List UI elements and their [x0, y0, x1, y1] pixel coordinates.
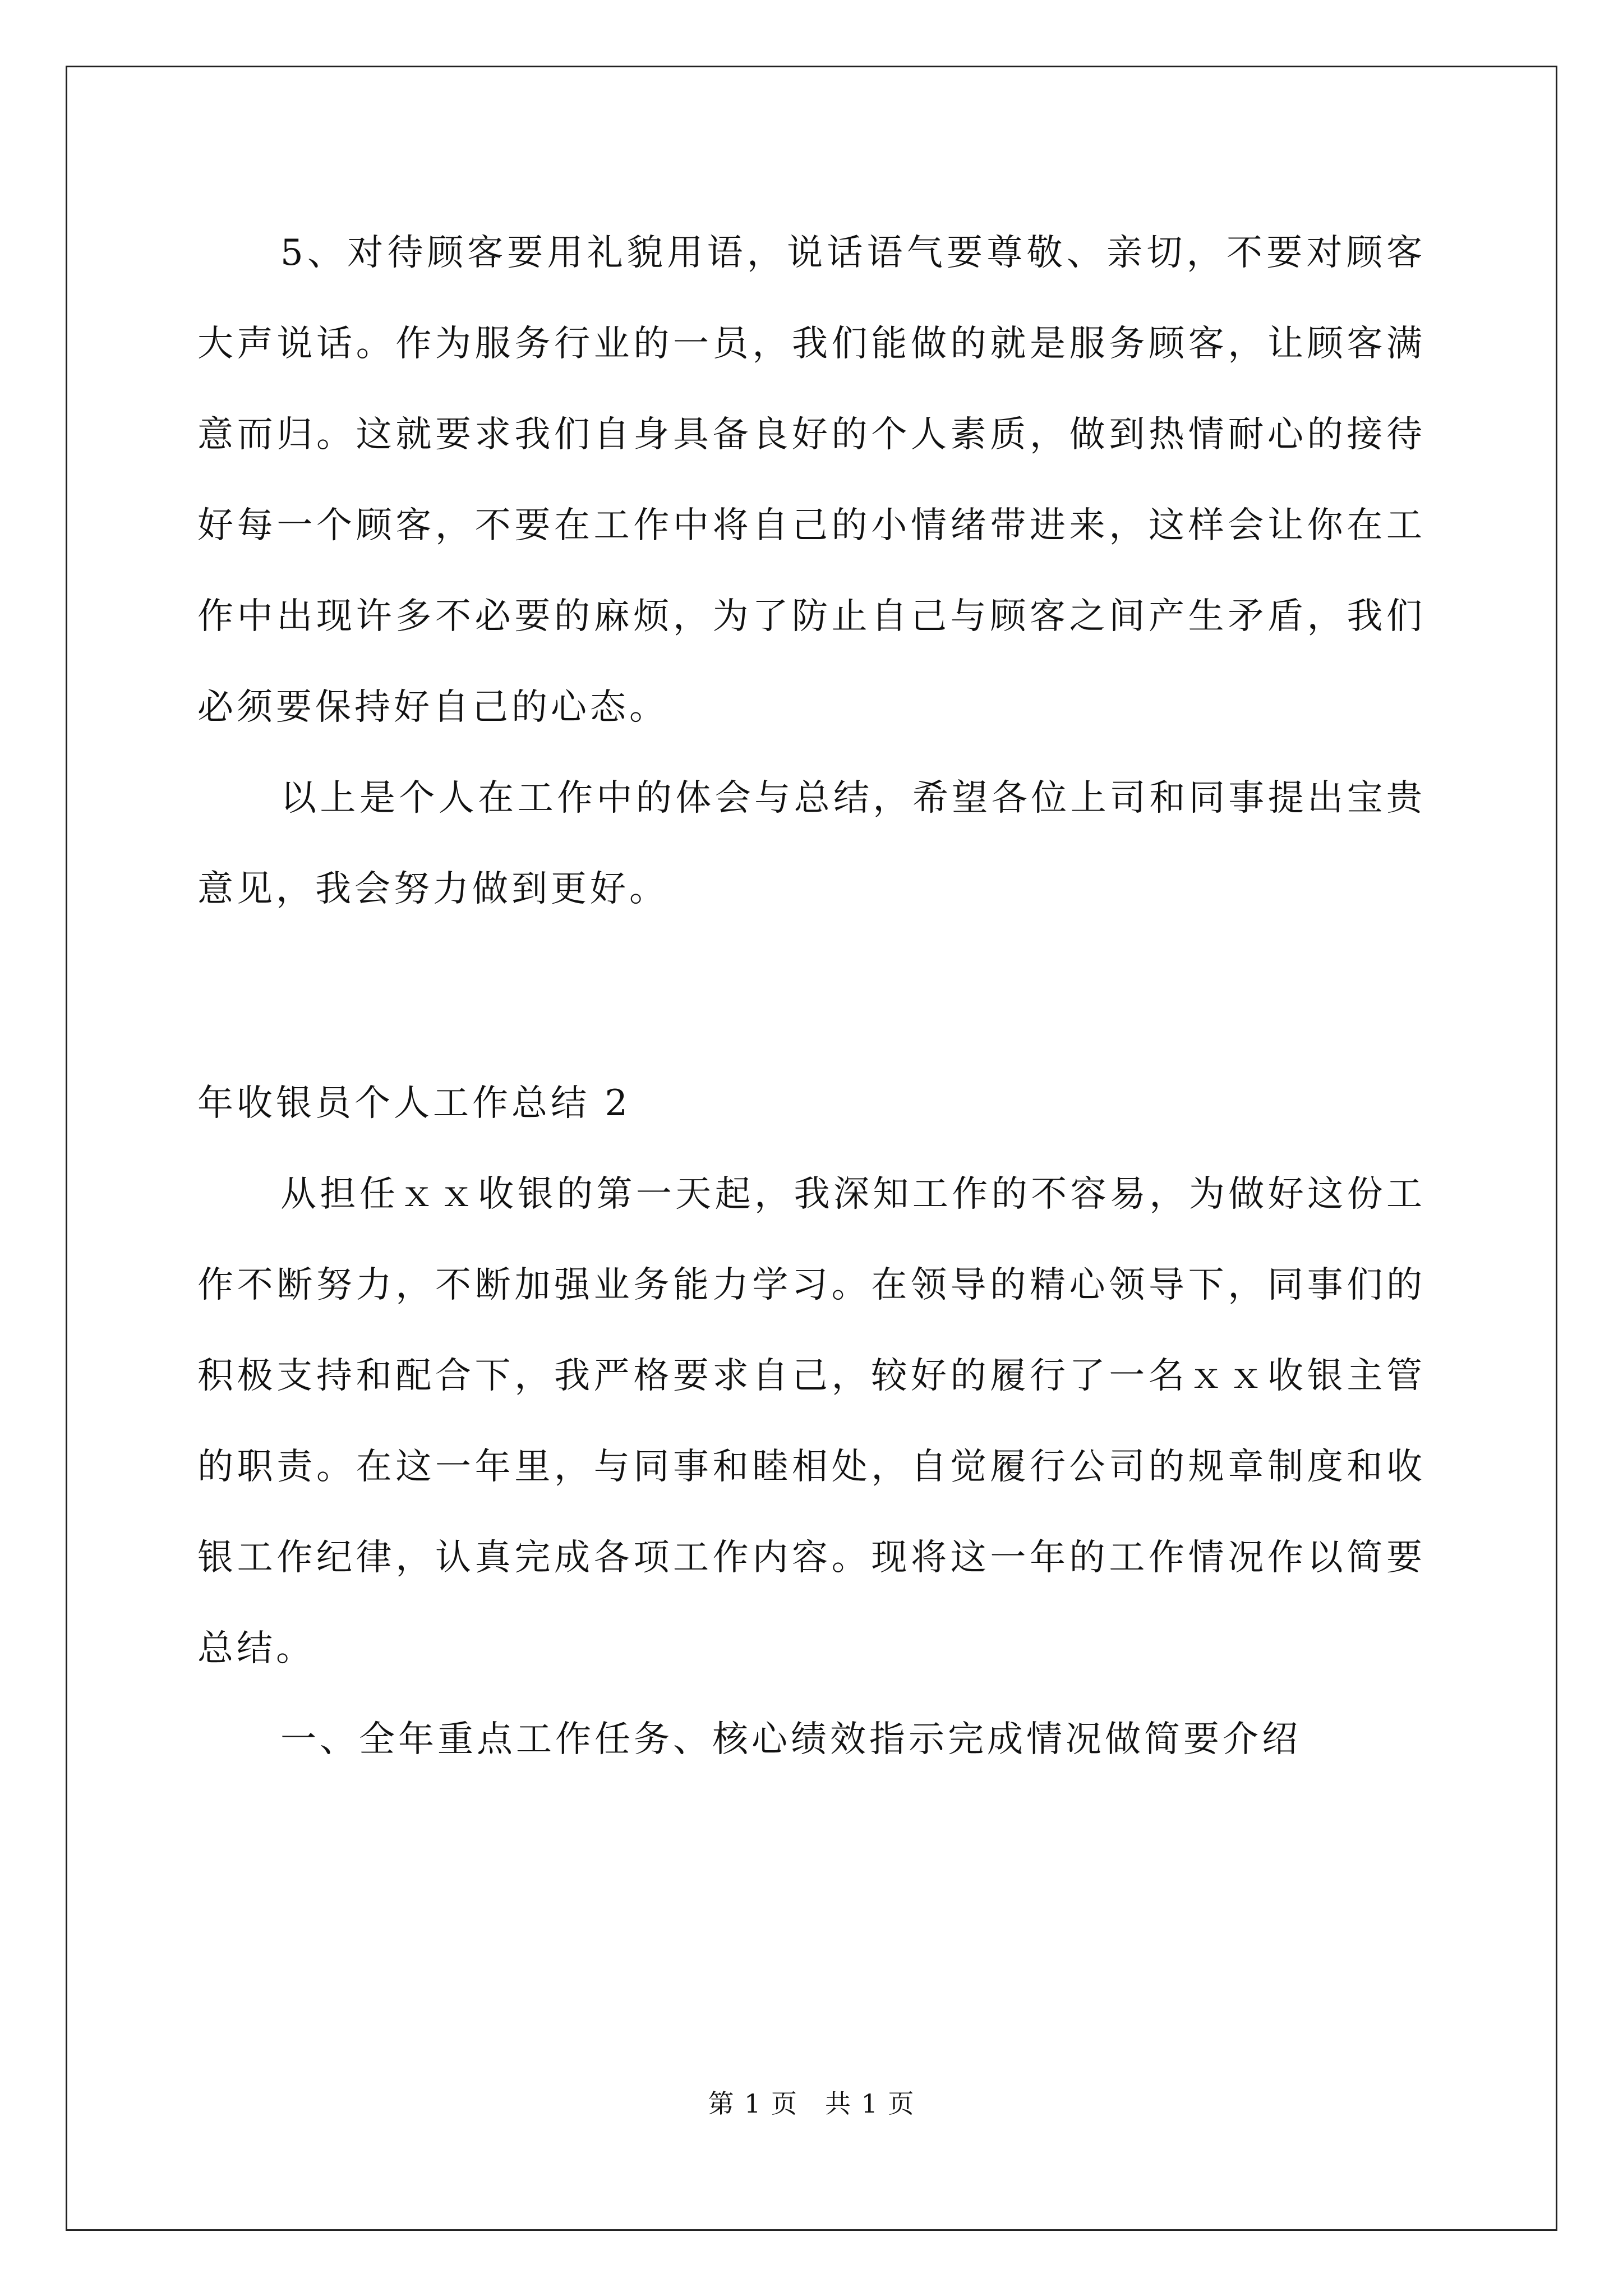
- paragraph-courtesy: 5、对待顾客要用礼貌用语，说话语气要尊敬、亲切，不要对顾客大声说话。作为服务行业的一员，我们能做的就是服务顾客，让顾客满意而归。这就要求我们自身具备良好的个人素质，做到热情耐心的接待好每一个顾客，不要在工作中将自己的小情绪带进来，这样会让你在工作中出现许多不必要的麻烦，为了防止自己与顾客之间产生矛盾，我们必须要保持好自己的心态。: [197, 232, 1426, 728]
- paragraph-heading-one: 一、全年重点工作任务、核心绩效指示完成情况做简要介绍: [280, 1719, 1301, 1760]
- paragraph-intro: 从担任ｘｘ收银的第一天起，我深知工作的不容易，为做好这份工作不断努力，不断加强业务能力学习。在领导的精心领导下，同事们的积极支持和配合下，我严格要求自己，较好的履行了一名ｘｘ收银主管的职责。在这一年里，与同事和睦相处，自觉履行公司的规章制度和收银工作纪律，认真完成各项工作内容。现将这一年的工作情况作以简要总结。: [197, 1174, 1426, 1669]
- section-title: 年收银员个人工作总结 2: [197, 1083, 631, 1124]
- paragraph-conclusion: 以上是个人在工作中的体会与总结，希望各位上司和同事提出宝贵意见，我会努力做到更好。: [197, 777, 1426, 910]
- page-footer: 第 1 页 共 1 页: [708, 2088, 915, 2119]
- document-body: [197, 208, 1426, 1785]
